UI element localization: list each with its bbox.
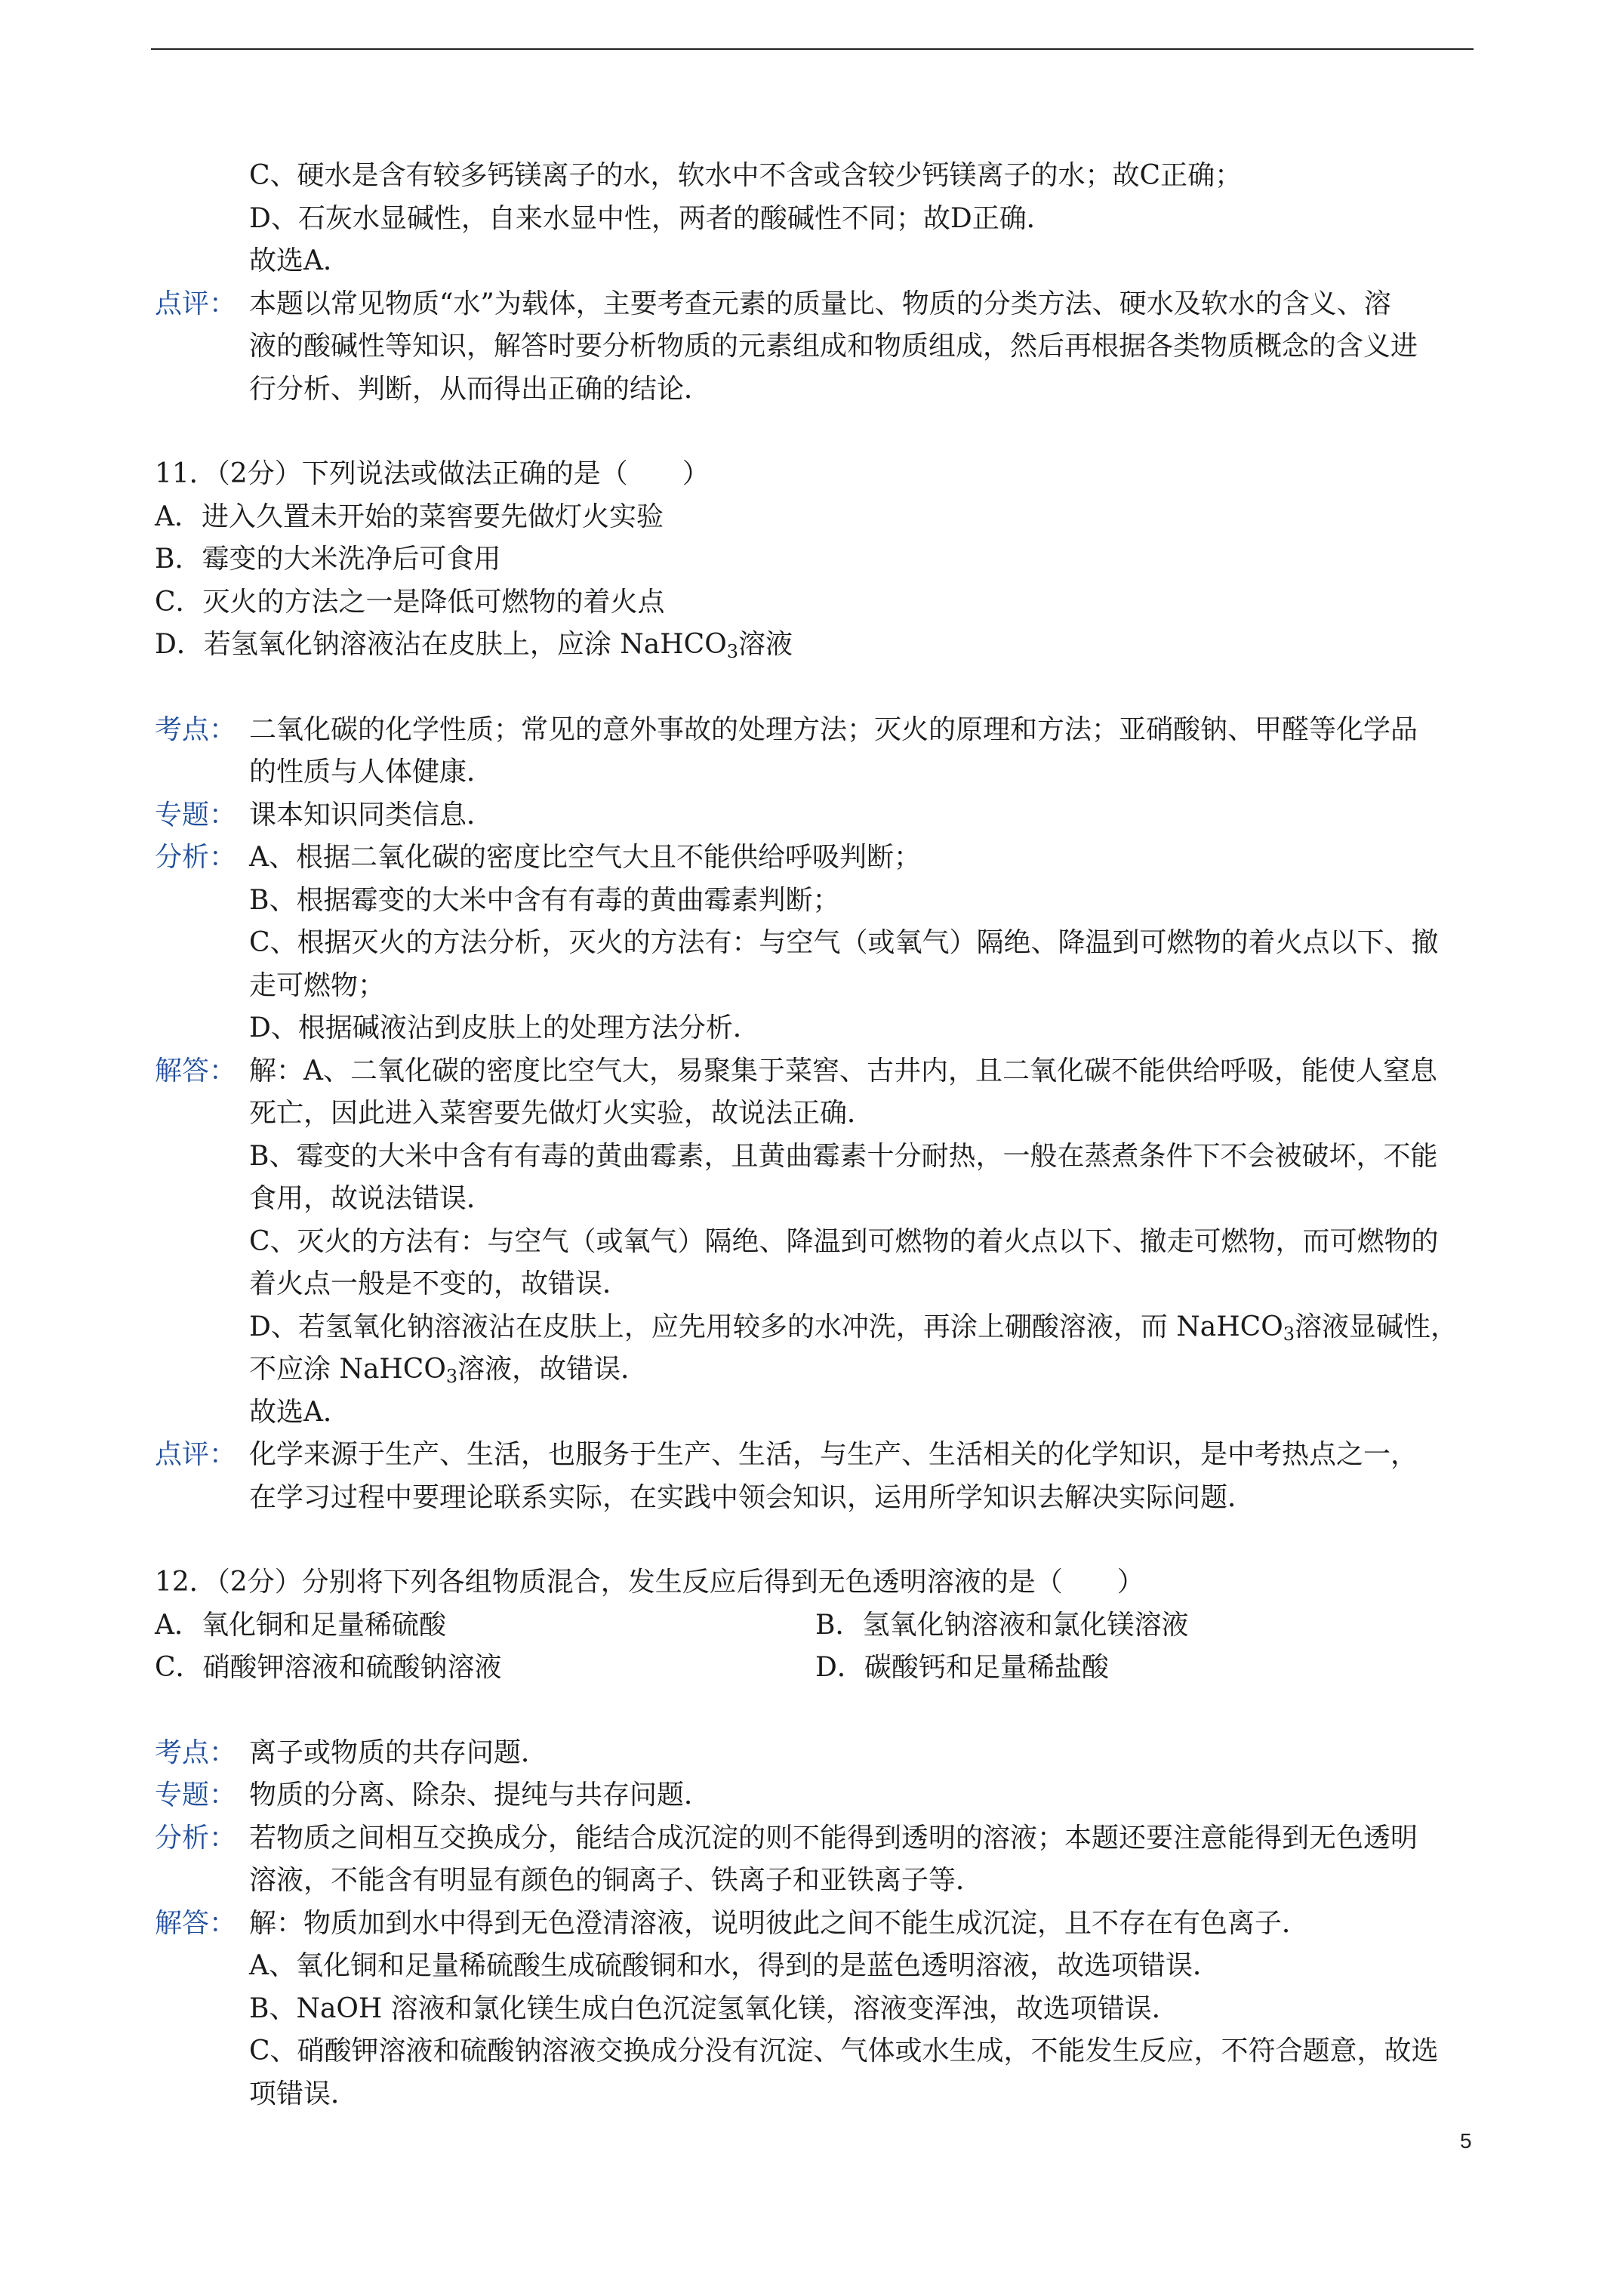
prev-line: C、硬水是含有较多钙镁离子的水，软水中不含或含较少钙镁离子的水；故C正确； [249,160,1243,191]
fenxi-label: 分析： [155,842,237,873]
q11-dianping: 点评： 化学来源于生产、生活，也服务于生产、生活，与生产、生活相关的化学知识，是中考热点之一， 在学习过程中要理论联系实际，在实践中领会知识，运用所学知识去解决实际问题． [155,1434,1476,1519]
prev-line: D、石灰水显碱性，自来水显中性，两者的酸碱性不同；故D正确． [249,202,1054,234]
jieda-d-line: 不应涂 NaHCO$_3$溶液，故错误． [249,1354,648,1387]
q12-options-row [155,1604,1476,1647]
kaodian-label: 考点： [155,713,237,745]
q12-zhuanti: 专题： 物质的分离、除杂、提纯与共存问题． [155,1774,1476,1817]
zhuanti-label: 专题： [155,799,237,831]
jieda-label: 解答： [155,1055,237,1086]
q12-option-a: A．氧化铜和足量稀硫酸 [155,1609,446,1641]
kaodian-label: 考点： [155,1737,237,1768]
page-content [155,155,1476,2116]
jieda-label: 解答： [155,1907,237,1939]
dianping-label: 点评： [155,1439,237,1470]
comment-line: 行分析、判断，从而得出正确的结论． [249,373,712,405]
q12-option-b: B．氢氧化钠溶液和氯化镁溶液 [815,1609,1189,1641]
page-number: 5 [1460,2129,1472,2153]
q11-option-d: D．若氢氧化钠溶液沾在皮肤上，应涂 NaHCO$_3$溶液 [155,629,793,662]
q11-jieda: 解答： 解：A、二氧化碳的密度比空气大，易聚集于菜窖、古井内，且二氧化碳不能供给呼吸，能使人窒息 死亡，因此进入菜窖要先做灯火实验，故说法正确． B、霉变的大米中含有有毒的黄曲霉素，且黄曲霉素十分耐热，一般在蒸煮条件下不会被破坏，不能 食用，故说法错误． C、灭火的方法有：与空气（或氧气）隔绝、降温到可燃物的着火点以下、撤走可燃物，而可燃物的 着火点一般是不变的，故错误． D、若氢氧化钠溶液沾在皮肤上，应先用较多的水冲洗，再涂上硼酸溶液，而 NaHCO$_3$溶液显碱性， 不应涂 NaHCO$_3$溶液，故错误． 故选A． [155,1050,1476,1435]
prev-comment-block [155,283,1476,411]
q12-jieda: 解答： 解：物质加到水中得到无色澄清溶液，说明彼此之间不能生成沉淀，且不存在有色离子． A、氧化铜和足量稀硫酸生成硫酸铜和水，得到的是蓝色透明溶液，故选项错误． B、NaOH 溶液和氯化镁生成白色沉淀氢氧化镁，溶液变浑浊，故选项错误． C、硝酸钾溶液和硫酸钠溶液交换成分没有沉淀、气体或水生成，不能发生反应，不符合题意，故选 项错误． [155,1903,1476,2116]
q12-option-d: D．碳酸钙和足量稀盐酸 [815,1652,1109,1683]
q12-options-row [155,1647,1476,1690]
q11-option: C．灭火的方法之一是降低可燃物的着火点 [155,586,665,618]
q11-zhuanti: 专题： 课本知识同类信息． [155,794,1476,837]
comment-line: 本题以常见物质“水”为载体，主要考查元素的质量比、物质的分类方法、硬水及软水的含义、溶 [249,288,1391,319]
q11-option: B．霉变的大米洗净后可食用 [155,544,501,575]
fenxi-label: 分析： [155,1822,237,1854]
q11-kaodian: 考点： 二氧化碳的化学性质；常见的意外事故的处理方法；灭火的原理和方法；亚硝酸钠、甲醛等化学品 的性质与人体健康． [155,709,1476,794]
zhuanti-label: 专题： [155,1780,237,1811]
q12-fenxi: 分析： 若物质之间相互交换成分，能结合成沉淀的则不能得到透明的溶液；本题还要注意能得到无色透明 溶液，不能含有明显有颜色的铜离子、铁离子和亚铁离子等． [155,1817,1476,1903]
q11-option: A．进入久置未开始的菜窖要先做灯火实验 [155,501,664,532]
q12-option-c: C．硝酸钾溶液和硫酸钠溶液 [155,1652,502,1683]
comment-label: 点评： [155,288,237,319]
q12-kaodian: 考点： 离子或物质的共存问题． [155,1732,1476,1775]
prev-line: 故选A． [249,245,350,276]
q11-stem: 11．（2分）下列说法或做法正确的是（ ） [155,458,710,489]
q12-stem: 12．（2分）分别将下列各组物质混合，发生反应后得到无色透明溶液的是（ ） [155,1567,1144,1598]
q11-fenxi: 分析： A、根据二氧化碳的密度比空气大且不能供给呼吸判断； B、根据霉变的大米中含有有毒的黄曲霉素判断； C、根据灭火的方法分析，灭火的方法有：与空气（或氧气）隔绝、降温到可燃物的着火点以下、撤 走可燃物； D、根据碱液沾到皮肤上的处理方法分析． [155,837,1476,1050]
comment-line: 液的酸碱性等知识，解答时要分析物质的元素组成和物质组成，然后再根据各类物质概念的含义进 [249,331,1418,362]
jieda-d-line: D、若氢氧化钠溶液沾在皮肤上，应先用较多的水冲洗，再涂上硼酸溶液，而 NaHCO$_3$溶液显碱性， [249,1311,1458,1345]
header-rule [151,48,1474,50]
